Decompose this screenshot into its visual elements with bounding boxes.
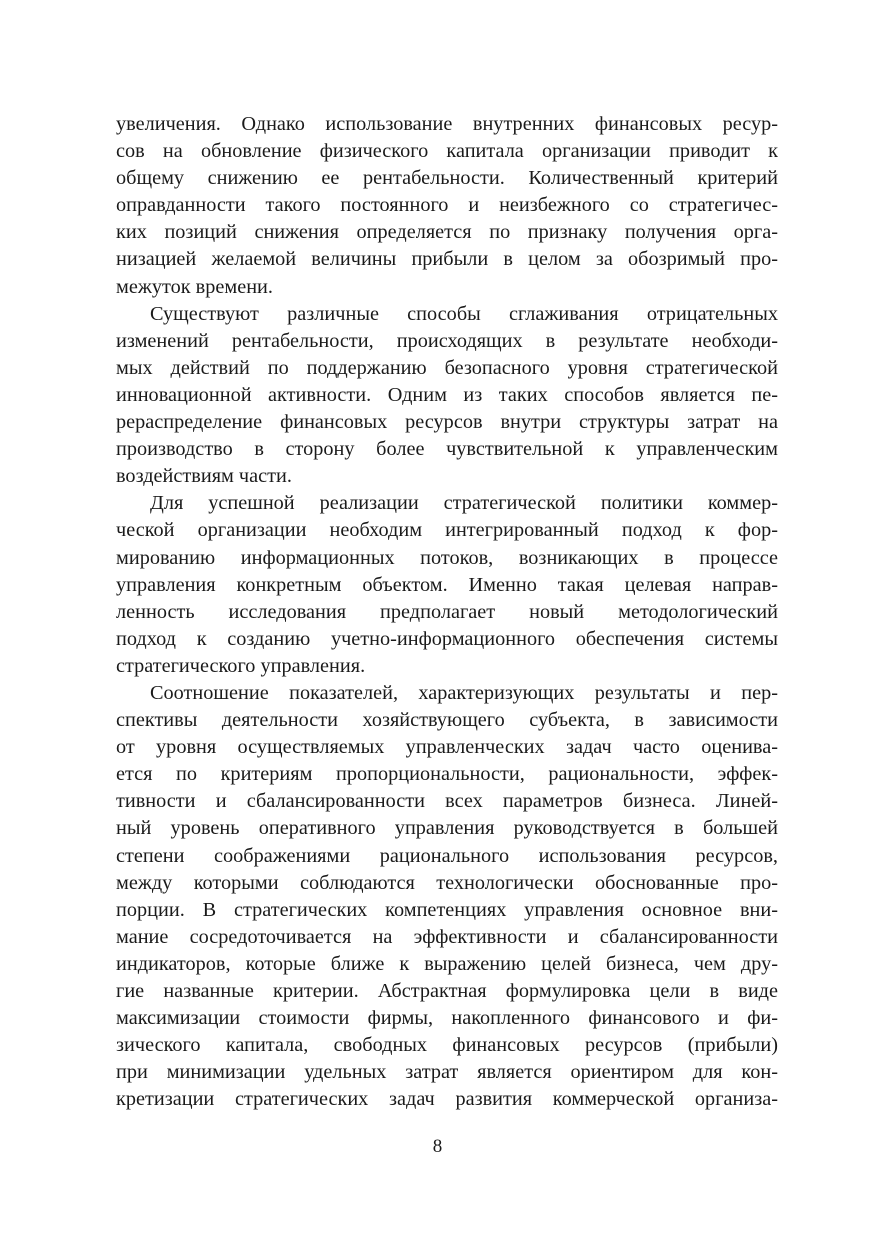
text-line: гие названные критерии. Абстрактная формулировка цели в виде: [116, 980, 778, 1002]
text-line: ется по критериям пропорциональности, рациональности, эффек-: [116, 763, 778, 786]
text-line: сов на обновление физического капитала организации приводит к: [116, 140, 778, 163]
text-line: порции. В стратегических компетенциях управления основное вни-: [116, 898, 778, 921]
text-line: мых действий по поддержанию безопасного уровня стратегической: [116, 356, 778, 379]
text-line: мание сосредоточивается на эффективности и сбалансированности: [116, 925, 778, 948]
text-line: степени соображениями рационального использования ресурсов,: [116, 844, 778, 867]
text-line: между которыми соблюдаются технологически обоснованные про-: [116, 871, 778, 894]
text-line: производство в сторону более чувствительной к управленческим: [116, 438, 778, 461]
text-line: ких позиций снижения определяется по признаку получения орга-: [116, 221, 778, 244]
text-line: максимизации стоимости фирмы, накопленного финансового и фи-: [116, 1007, 778, 1030]
text-line: увеличения. Однако использование внутренних финансовых ресур-: [116, 113, 778, 135]
body-text: [116, 111, 778, 1113]
text-line: ленность исследования предполагает новый методологический: [116, 600, 778, 623]
text-line: спективы деятельности хозяйствующего субъекта, в зависимости: [116, 709, 778, 732]
paragraph-3: [116, 490, 778, 680]
text-line: рераспределение финансовых ресурсов внутри структуры затрат на: [116, 411, 778, 434]
text-line: Существуют различные способы сглаживания отрицательных: [150, 302, 778, 325]
text-line: тивности и сбалансированности всех параметров бизнеса. Линей-: [116, 790, 778, 813]
text-line: при минимизации удельных затрат является ориентиром для кон-: [116, 1061, 778, 1084]
text-line: управления конкретным объектом. Именно такая целевая направ-: [116, 573, 778, 596]
text-line: воздействиям части.: [116, 465, 292, 488]
text-line: инновационной активности. Одним из таких способов является пе-: [116, 383, 778, 406]
text-line: низацией желаемой величины прибыли в целом за обозримый про-: [116, 248, 778, 271]
text-line: зического капитала, свободных финансовых ресурсов (прибыли): [116, 1034, 778, 1057]
paragraph-1: [116, 111, 778, 301]
text-line: мированию информационных потоков, возникающих в процессе: [116, 546, 778, 569]
text-line: ный уровень оперативного управления руководствуется в большей: [116, 817, 778, 840]
text-line: изменений рентабельности, происходящих в результате необходи-: [116, 329, 778, 352]
paragraph-2: [116, 301, 778, 491]
page-number: 8: [432, 1136, 443, 1157]
text-line: кретизации стратегических задач развития коммерческой организа-: [116, 1088, 778, 1111]
text-line: оправданности такого постоянного и неизбежного со стратегичес-: [116, 194, 778, 217]
text-line: ческой организации необходим интегрированный подход к фор-: [116, 519, 778, 542]
text-line: подход к созданию учетно-информационного обеспечения системы: [116, 627, 778, 650]
text-line: стратегического управления.: [116, 654, 366, 677]
text-line: общему снижению ее рентабельности. Количественный критерий: [116, 167, 778, 190]
text-line: межуток времени.: [116, 275, 273, 298]
text-line: Соотношение показателей, характеризующих результаты и пер-: [150, 681, 778, 704]
paragraph-4: [116, 680, 778, 1114]
text-line: Для успешной реализации стратегической политики коммер-: [150, 492, 778, 515]
text-line: индикаторов, которые ближе к выражению целей бизнеса, чем дру-: [116, 952, 778, 975]
text-line: от уровня осуществляемых управленческих задач часто оценива-: [116, 736, 778, 759]
